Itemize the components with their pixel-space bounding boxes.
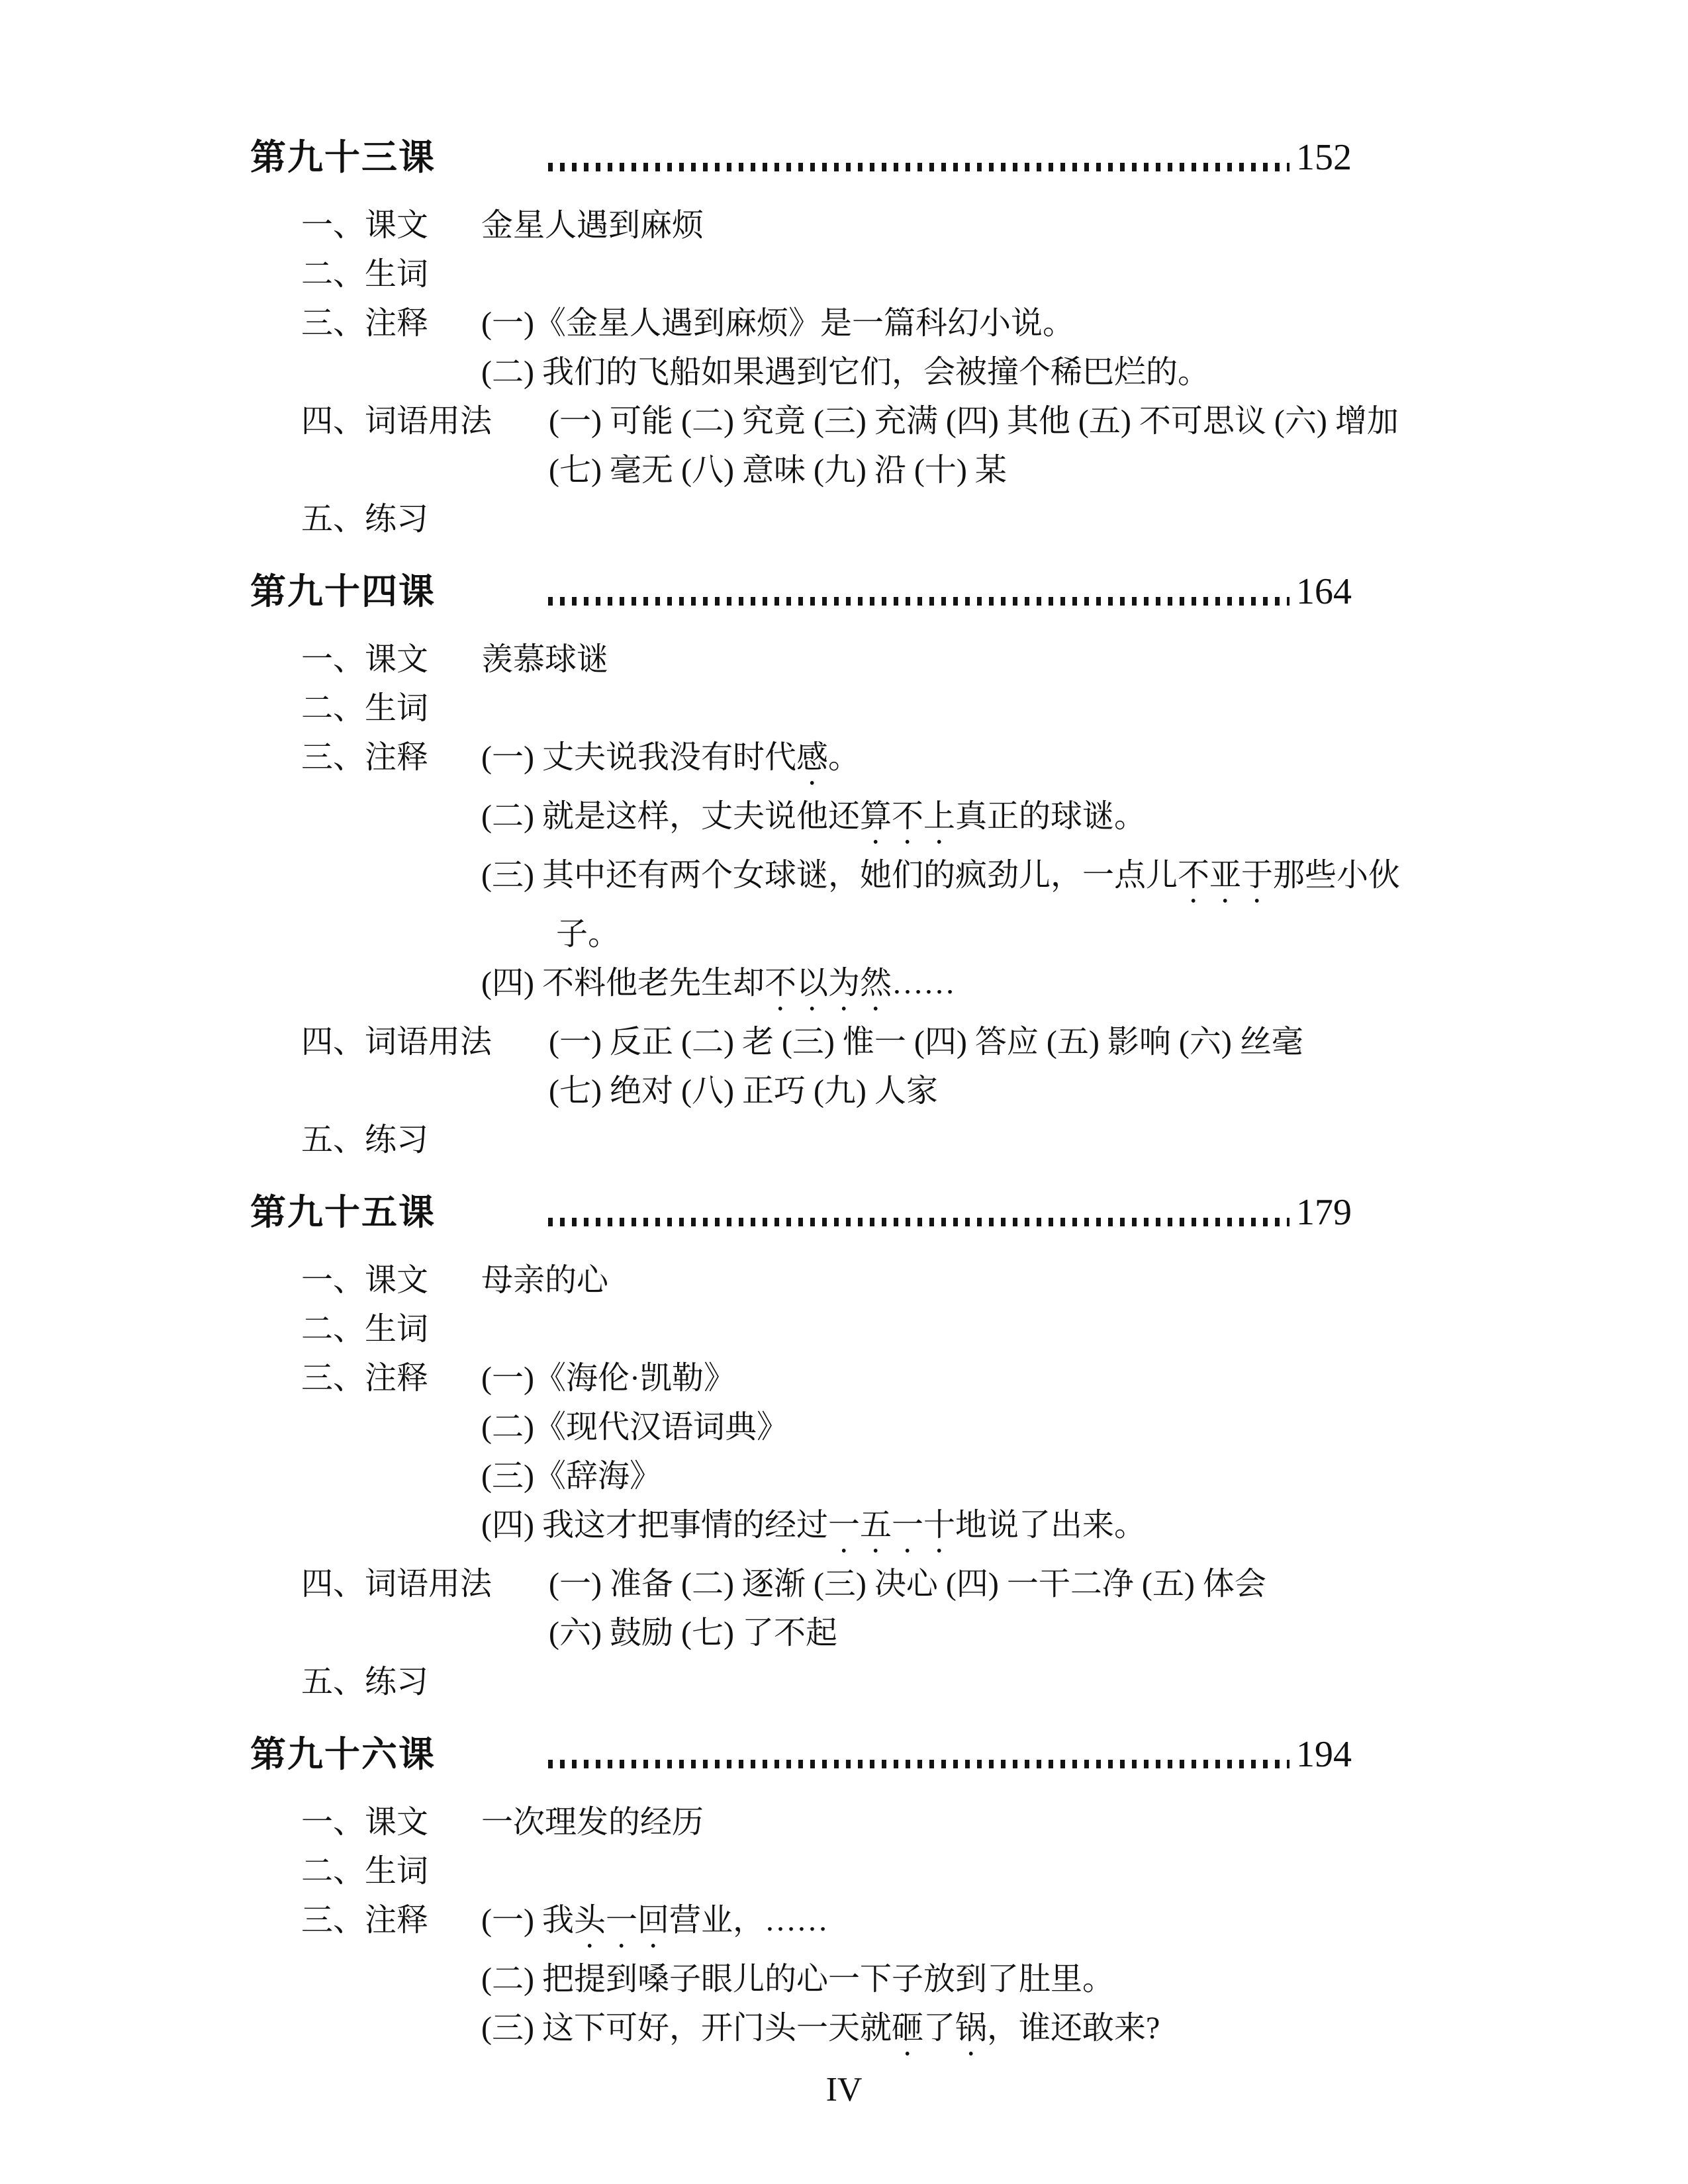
text-segment: (一)《金星人遇到麻烦》是一篇科幻小说。 bbox=[481, 306, 1074, 341]
page-number-roman: IV bbox=[825, 2071, 863, 2109]
lesson-entry-95 bbox=[250, 1187, 1423, 1707]
text-segment: (一) 丈夫说我没有时代 bbox=[481, 740, 796, 775]
usage-line: (一) 反正 (二) 老 (三) 惟一 (四) 答应 (五) 影响 (六) 丝毫 bbox=[549, 1024, 1303, 1060]
dotted-leader bbox=[548, 163, 1289, 171]
section-label-zhushi: 三、注释 bbox=[301, 1903, 429, 1938]
text-segment: (三) 其中还有两个女球谜，她们的疯劲儿，一点儿 bbox=[481, 858, 1178, 893]
section-zhushi bbox=[250, 1354, 1423, 1560]
section-label-kewen: 一、课文 bbox=[301, 1263, 429, 1298]
emphasized-text: 不以为然 bbox=[764, 966, 892, 1001]
section-yongfa bbox=[250, 1018, 1423, 1116]
section-label-shengci: 二、生词 bbox=[301, 1854, 429, 1889]
lesson-entry-94 bbox=[250, 567, 1423, 1165]
note-line bbox=[481, 1403, 1423, 1452]
emphasized-text: 不亚于 bbox=[1177, 858, 1273, 893]
section-label-shengci: 二、生词 bbox=[301, 691, 429, 726]
text-segment: (三)《辞海》 bbox=[481, 1459, 661, 1494]
emphasized-text: 锅 bbox=[955, 2011, 988, 2046]
section-label-kewen: 一、课文 bbox=[301, 208, 429, 243]
section-yongfa bbox=[250, 397, 1423, 495]
note-line bbox=[481, 1955, 1423, 2004]
lesson-title: 第九十五课 bbox=[250, 1193, 436, 1232]
text-segment: (二) 把提到嗓子眼儿的心一下子放到了肚里。 bbox=[481, 1962, 1114, 1997]
text-segment: (一) 我 bbox=[481, 1903, 574, 1938]
usage-line: (一) 可能 (二) 究竟 (三) 充满 (四) 其他 (五) 不可思议 (六) 增加 bbox=[549, 404, 1399, 439]
section-lianxi bbox=[250, 1116, 1423, 1165]
note-line bbox=[481, 1354, 1423, 1403]
text-segment: 了 bbox=[923, 2011, 956, 2046]
section-kewen bbox=[250, 1256, 1423, 1305]
note-line bbox=[481, 851, 1423, 910]
notes-column bbox=[481, 299, 1423, 397]
text-segment: (二) 我们的飞船如果遇到它们，会被撞个稀巴烂的。 bbox=[481, 355, 1209, 390]
usage-column bbox=[549, 1560, 1423, 1658]
note-line bbox=[481, 1896, 1423, 1955]
section-yongfa bbox=[250, 1560, 1423, 1658]
text-segment: 子。 bbox=[556, 917, 620, 952]
section-label-yongfa: 四、词语用法 bbox=[301, 404, 492, 439]
usage-line: (七) 绝对 (八) 正巧 (九) 人家 bbox=[549, 1073, 938, 1109]
text-segment: 那些小伙 bbox=[1273, 858, 1401, 893]
lesson-entry-93 bbox=[250, 132, 1423, 544]
section-label-yongfa: 四、词语用法 bbox=[301, 1024, 492, 1060]
section-lianxi bbox=[250, 1658, 1423, 1707]
text-segment: 地说了出来。 bbox=[955, 1508, 1147, 1543]
text-segment: (三) 这下可好，开门头一天就 bbox=[481, 2011, 892, 2046]
text-segment: (四) 不料他老先生却 bbox=[481, 966, 765, 1001]
dotted-leader bbox=[548, 597, 1289, 606]
section-label-kewen: 一、课文 bbox=[301, 1805, 429, 1840]
text-segment: ，谁还敢来? bbox=[987, 2011, 1160, 2046]
text-segment: (四) 我这才把事情的经过 bbox=[481, 1508, 828, 1543]
lesson-toc-row bbox=[250, 1187, 1352, 1238]
section-kewen bbox=[250, 1798, 1423, 1847]
note-line bbox=[481, 1452, 1423, 1501]
lesson-title: 第九十四课 bbox=[250, 572, 436, 612]
text-segment: 。 bbox=[828, 740, 861, 775]
section-shengci bbox=[250, 250, 1423, 299]
lesson-page-number: 164 bbox=[1296, 571, 1352, 612]
notes-column bbox=[481, 733, 1423, 1018]
lesson-page-number: 179 bbox=[1296, 1192, 1352, 1233]
notes-column bbox=[481, 1896, 1423, 2063]
lesson-toc-row bbox=[250, 567, 1352, 617]
text-segment: (二)《现代汉语词典》 bbox=[481, 1410, 788, 1445]
lesson-text-title: 金星人遇到麻烦 bbox=[481, 208, 704, 243]
page-footer bbox=[0, 2070, 1688, 2110]
section-label-yongfa: 四、词语用法 bbox=[301, 1567, 492, 1602]
text-segment: (一)《海伦·凯勒》 bbox=[481, 1361, 735, 1396]
usage-column bbox=[549, 1018, 1423, 1116]
section-label-lianxi: 五、练习 bbox=[301, 1664, 429, 1700]
emphasized-text: 算不上 bbox=[859, 799, 955, 834]
lesson-page-number: 152 bbox=[1296, 137, 1352, 178]
lesson-title: 第九十三课 bbox=[250, 138, 436, 177]
lesson-page-number: 194 bbox=[1296, 1734, 1352, 1775]
section-kewen bbox=[250, 201, 1423, 250]
section-label-zhushi: 三、注释 bbox=[301, 740, 429, 775]
text-segment: 营业，…… bbox=[669, 1903, 829, 1938]
lesson-toc-row bbox=[250, 1729, 1352, 1780]
lesson-entry-96 bbox=[250, 1729, 1423, 2063]
note-line bbox=[481, 733, 1423, 792]
section-shengci bbox=[250, 1305, 1423, 1354]
section-lianxi bbox=[250, 495, 1423, 544]
section-shengci bbox=[250, 1847, 1423, 1896]
section-label-zhushi: 三、注释 bbox=[301, 306, 429, 341]
lesson-text-title: 一次理发的经历 bbox=[481, 1805, 704, 1840]
section-label-lianxi: 五、练习 bbox=[301, 502, 429, 537]
lesson-toc-row bbox=[250, 132, 1352, 183]
lesson-text-title: 母亲的心 bbox=[481, 1263, 609, 1298]
note-line-continuation bbox=[481, 910, 1423, 959]
lesson-text-title: 羡慕球谜 bbox=[481, 642, 609, 677]
note-line bbox=[481, 2004, 1423, 2063]
emphasized-text: 感 bbox=[796, 740, 828, 775]
section-zhushi bbox=[250, 733, 1423, 1018]
note-line bbox=[481, 792, 1423, 851]
section-label-lianxi: 五、练习 bbox=[301, 1122, 429, 1158]
section-label-shengci: 二、生词 bbox=[301, 1312, 429, 1347]
section-shengci bbox=[250, 684, 1423, 733]
notes-column bbox=[481, 1354, 1423, 1560]
usage-column bbox=[549, 397, 1423, 495]
note-line bbox=[481, 1501, 1423, 1560]
note-line bbox=[481, 348, 1423, 397]
usage-line: (一) 准备 (二) 逐渐 (三) 决心 (四) 一干二净 (五) 体会 bbox=[549, 1567, 1266, 1602]
section-zhushi bbox=[250, 299, 1423, 397]
lesson-title: 第九十六课 bbox=[250, 1735, 436, 1774]
section-label-zhushi: 三、注释 bbox=[301, 1361, 429, 1396]
usage-line: (六) 鼓励 (七) 了不起 bbox=[549, 1615, 837, 1651]
text-segment: 真正的球谜。 bbox=[955, 799, 1147, 834]
note-line bbox=[481, 959, 1423, 1018]
emphasized-text: 头一回 bbox=[573, 1903, 669, 1938]
emphasized-text: 一五一十 bbox=[827, 1508, 955, 1543]
usage-line: (七) 毫无 (八) 意味 (九) 沿 (十) 某 bbox=[549, 453, 1007, 488]
dotted-leader bbox=[548, 1218, 1289, 1226]
section-label-kewen: 一、课文 bbox=[301, 642, 429, 677]
text-segment: (二) 就是这样，丈夫说他还 bbox=[481, 799, 860, 834]
note-line bbox=[481, 299, 1423, 348]
emphasized-text: 砸 bbox=[891, 2011, 923, 2046]
dotted-leader bbox=[548, 1760, 1289, 1768]
section-zhushi bbox=[250, 1896, 1423, 2063]
text-segment: …… bbox=[892, 966, 955, 1001]
section-kewen bbox=[250, 635, 1423, 684]
section-label-shengci: 二、生词 bbox=[301, 257, 429, 292]
